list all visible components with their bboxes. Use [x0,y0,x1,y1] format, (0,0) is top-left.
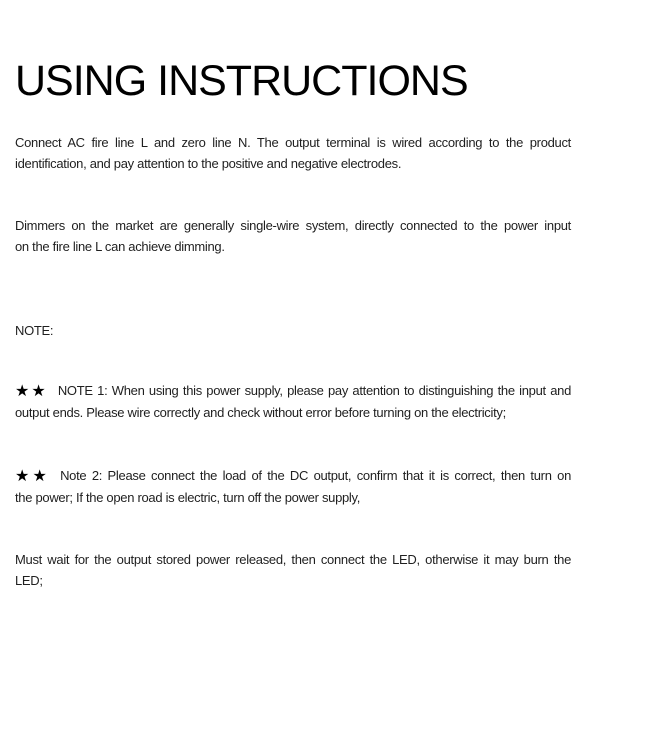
paragraph-note1-line-1 [15,380,571,402]
paragraph-dimmers-line-2: on the fire line L can achieve dimming. [15,239,225,254]
document-content [15,0,571,591]
paragraph-note1 [15,380,571,423]
paragraph-note1-line-1-text: NOTE 1: When using this power supply, please pay attention to distinguishing the input and [57,383,571,398]
note-heading-text: NOTE: [15,323,54,338]
paragraph-wiring-line-1: Connect AC fire line L and zero line N. The output terminal is wired according to the product [15,135,571,150]
note-heading [15,320,571,341]
paragraph-wiring [15,132,571,174]
paragraph-led-warning-line-2: LED; [15,573,43,588]
paragraph-note2-line-2: the power; If the open road is electric, turn off the power supply, [15,490,361,505]
paragraph-dimmers-line-1: Dimmers on the market are generally single-wire system, directly connected to the power input [15,218,571,233]
paragraph-note2-line-1-text: Note 2: Please connect the load of the DC output, confirm that it is correct, then turn on [60,468,571,483]
paragraph-note2 [15,465,571,508]
paragraph-dimmers [15,215,571,257]
star-icons: ★★ [15,383,48,400]
paragraph-led-warning-line-1: Must wait for the output stored power released, then connect the LED, otherwise it may burn the [15,552,571,567]
star-icons: ★★ [15,468,51,485]
paragraph-note1-line-2: output ends. Please wire correctly and check without error before turning on the electricity; [15,405,506,420]
paragraph-note2-line-1 [15,465,571,487]
paragraph-wiring-line-2: identification, and pay attention to the positive and negative electrodes. [15,156,402,171]
paragraph-led-warning [15,549,571,591]
page-title: USING INSTRUCTIONS [15,57,468,105]
